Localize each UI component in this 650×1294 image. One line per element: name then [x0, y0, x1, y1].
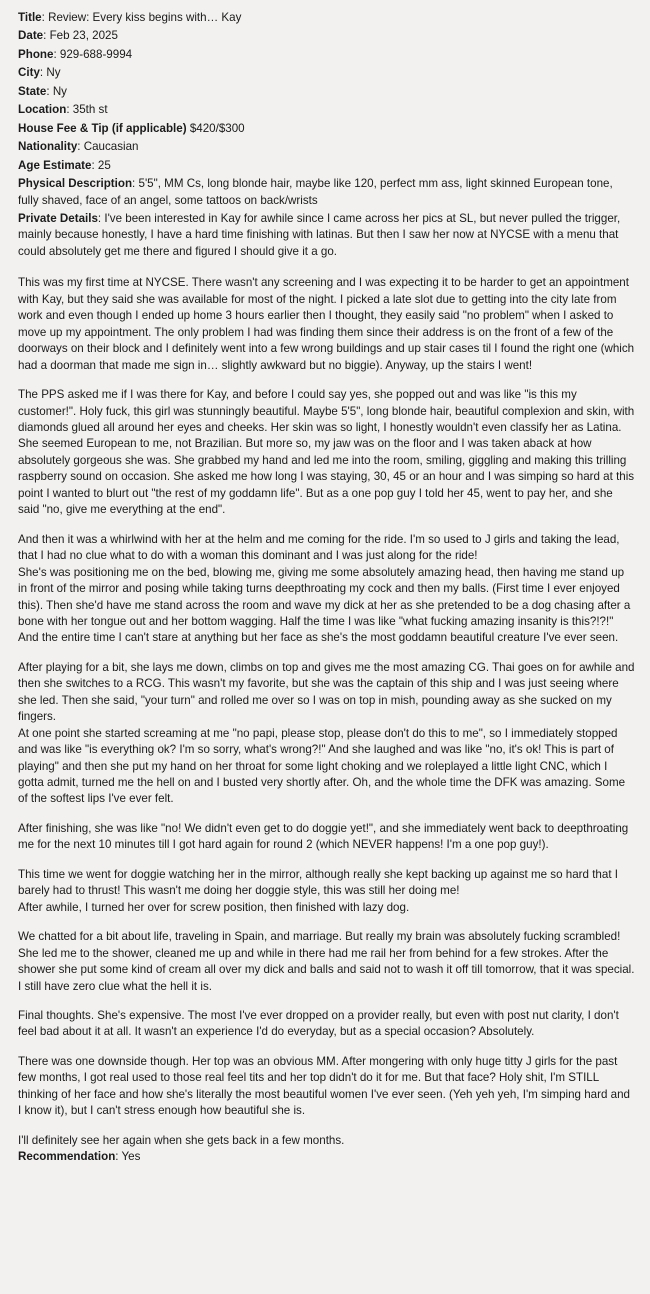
body-paragraph: I'll definitely see her again when she gets back in a few months.: [18, 1133, 345, 1147]
field-title-value: Review: Every kiss begins with… Kay: [48, 11, 242, 24]
field-city-sep: :: [39, 66, 47, 80]
field-state-label: State: [18, 84, 47, 98]
field-age-estimate-value: 25: [97, 158, 111, 172]
field-date-label: Date: [18, 29, 44, 43]
field-physical-description-value: 5'5", MM Cs, long blonde hair, maybe like 120, perfect mm ass, light skinned European tone, fully shaved, face of an angel, some tattoos on back/wrists: [18, 177, 613, 207]
field-date: [18, 28, 636, 44]
body-paragraph: She led me to the shower, cleaned me up and while in there had me rail her from behind for a few strokes. After the shower she put some kind of cream all over my dick and balls and said not to wash it off till tomorrow, that it was special. I still have zero clue what the hell it is.: [18, 946, 635, 993]
body-paragraph: The PPS asked me if I was there for Kay, and before I could say yes, she popped out and was like "is this my customer!". Holy fuck, this girl was stunningly beautiful. Maybe 5'5", long blonde hair, beautiful complexion and skin, with diamonds glued all around her eyes and cheeks. Her skin was so light, I honestly wouldn't even classify her as Latina. She seemed European to me, not Brazilian. But more so, my jaw was on the floor and I was taken aback at how absolutely gorgeous she was. She grabbed my hand and led me into the room, smiling, giggling and making this trilling raspberry sound on occasion. She asked me how long I was staying, 30, 45 or an hour and I was simping so hard at this point I wanted to blurt out "the rest of my goddamn life". But as a one pop guy I told her 45, went to pay her, and she said "no, give me everything at the end".: [18, 388, 635, 517]
body-paragraph: After finishing, she was like "no! We didn't even get to do doggie yet!", and she immediately went back to deepthroating me for the next 10 minutes till I got hard again for round 2 (which NEVER happens! I'm a one pop guy!).: [18, 821, 629, 852]
field-nationality-value: Caucasian: [83, 140, 139, 154]
field-location-sep: :: [66, 103, 73, 117]
body-paragraph: This was my first time at NYCSE. There wasn't any screening and I was expecting it to be harder to get an appointment with Kay, but they said she was available for most of the night. I picked a late slot due to getting into the city late from work and even though I ended up home 3 hours earlier then I thought, they easily said "no problem" when I asked to move up my appointment. The only problem I had was finding them since their address is on the front of a few of the doorways on their block and I definitely went into a few wrong buildings and up stair cases til I found the right one (which had a doorman that made me sign in… slightly awkward but no biggie). Anyway, up the stairs I went!: [18, 276, 635, 372]
field-recommendation-value: Yes: [121, 1150, 141, 1164]
field-city-value: Ny: [46, 66, 61, 80]
field-private-details-label: Private Details: [18, 211, 98, 225]
field-age-estimate-sep: :: [91, 158, 98, 172]
field-state: [18, 84, 636, 100]
field-house-fee-tip: [18, 121, 636, 137]
body-paragraph: Final thoughts. She's expensive. The most I've ever dropped on a provider really, but even with post nut clarity, I don't feel bad about it at all. It wasn't an experience I'd do everyday, but as a special occasion? Absolutely.: [18, 1009, 619, 1039]
field-recommendation-sep: :: [115, 1150, 122, 1164]
field-physical-description-label: Physical Description: [18, 177, 133, 191]
field-phone-value: 929-688-9994: [59, 47, 133, 61]
field-state-value: Ny: [52, 84, 67, 98]
body-paragraph: At one point she started screaming at me "no papi, please stop, please don't do this to me", so I immediately stopped and was like "is everything ok? I'm so sorry, what's wrong?!" And she laughed and was like "no, it's ok! This is part of playing" and then she put my hand on her throat for some light choking and we roleplayed a little light CNC, which I gotta admit, turned me the hell on and I busted very shortly after. Oh, and the whole time the DFK was amazing. Some of the softest lips I've ever felt.: [18, 726, 626, 806]
field-title-sep: :: [41, 11, 49, 24]
field-state-sep: :: [46, 84, 53, 98]
body-paragraph: There was one downside though. Her top was an obvious MM. After mongering with only huge titty J girls for the past few months, I got real used to those real feel tits and her top didn't do it for me. But that face? Holy shit, I'm STILL thinking of her face and how she's literally the most beautiful women I've ever seen. (Yeh yeh yeh, I'm simping hard and I know it), but I can't stress enough how beautiful she is.: [18, 1054, 630, 1118]
field-city: [18, 65, 636, 81]
field-recommendation: [18, 1149, 636, 1165]
field-date-sep: :: [43, 29, 50, 43]
field-age-estimate-label: Age Estimate: [18, 158, 92, 172]
metadata-fields: [18, 10, 636, 174]
field-location-value: 35th st: [72, 103, 108, 117]
field-title-label: Title: [18, 11, 42, 24]
body-paragraph: After awhile, I turned her over for screw position, then finished with lazy dog.: [18, 900, 410, 914]
field-city-label: City: [18, 66, 40, 80]
field-physical-description: [18, 176, 636, 209]
field-private-details: [18, 211, 636, 260]
field-private-details-value: I've been interested in Kay for awhile since I came across her pics at SL, but never pulled the trigger, mainly because honestly, I have a hard time finishing with latinas. But then I saw her now at NYCSE with a menu that could absolutely get me there and figured I should give it a go.: [18, 211, 621, 258]
field-private-details-sep: :: [97, 211, 105, 225]
body-paragraph: This time we went for doggie watching her in the mirror, although really she kept backing up against me so hard that I barely had to thrust! This wasn't me doing her doggie style, this was still her doing me!: [18, 867, 618, 898]
field-nationality-sep: :: [77, 140, 84, 154]
field-physical-description-sep: :: [132, 177, 139, 191]
body-paragraph: She's was positioning me on the bed, blowing me, giving me some absolutely amazing head, then having me stand up in front of the mirror and posing while taking turns deepthroating my cock and then my balls. (First time I ever enjoyed this). Then she'd have me stand across the room and wave my dick at her as she pretended to be a dog chasing after a bone with her tongue out and her bottom wagging. Half the time I was like "what fucking amazing insanity is this?!?!" And the entire time I can't stare at anything but her face as she's the most goddamn beautiful creature I've ever seen.: [18, 565, 631, 645]
field-location: [18, 102, 636, 118]
field-title: [18, 10, 636, 26]
body-paragraph: We chatted for a bit about life, traveling in Spain, and marriage. But really my brain was absolutely fucking scrambled!: [18, 930, 621, 944]
field-date-value: Feb 23, 2025: [49, 29, 118, 43]
spacer: [18, 262, 636, 275]
field-nationality-label: Nationality: [18, 140, 78, 154]
field-phone-sep: :: [53, 47, 60, 61]
field-location-label: Location: [18, 103, 67, 117]
field-phone-label: Phone: [18, 47, 54, 61]
field-phone: [18, 47, 636, 63]
body-paragraph: And then it was a whirlwind with her at the helm and me coming for the ride. I'm so used to J girls and taking the lead, that I had no clue what to do with a woman this dominant and I was just along for the ride!: [18, 532, 620, 563]
field-nationality: [18, 139, 636, 155]
field-age-estimate: [18, 158, 636, 174]
field-recommendation-label: Recommendation: [18, 1150, 116, 1164]
body-paragraph: After playing for a bit, she lays me down, climbs on top and gives me the most amazing CG. Thai goes on for awhile and then she switches to a RCG. This wasn't my favorite, but she was the captain of this ship and I was just seeing where she led. Then she said, "your turn" and rolled me over so I was on top in mish, pounding away as she sucked on my fingers.: [18, 660, 635, 724]
field-house-fee-tip-value: $420/$300: [189, 121, 245, 135]
field-house-fee-tip-label: House Fee & Tip (if applicable): [18, 121, 187, 135]
